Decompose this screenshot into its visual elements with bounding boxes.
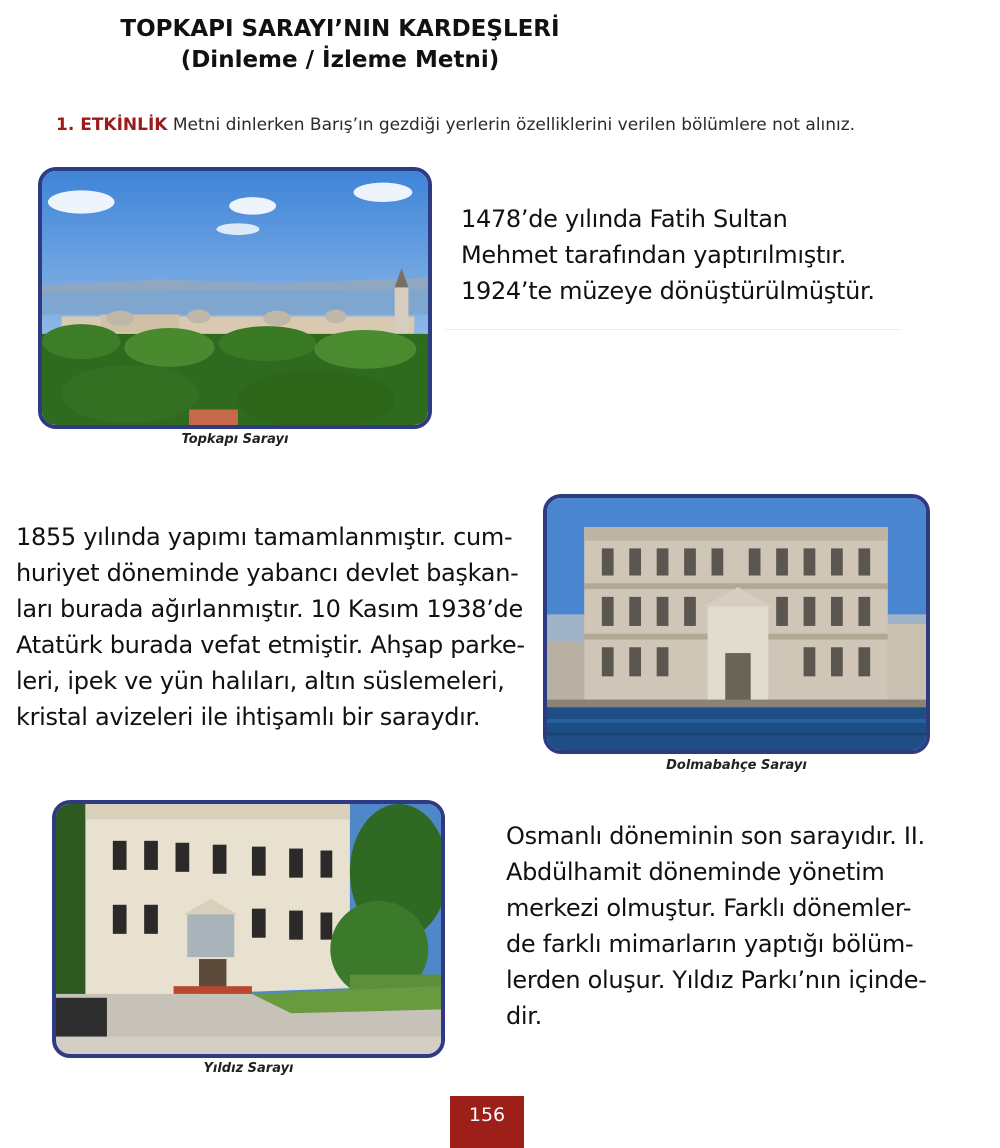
yildiz-image [56, 804, 441, 1054]
text-line: 1924’te müzeye dönüştürülmüştür. [461, 277, 875, 305]
yildiz-description [506, 818, 927, 1034]
text-line: lerden oluşur. Yıldız Parkı’nın içinde- [506, 966, 927, 994]
text-line: Abdülhamit döneminde yönetim [506, 858, 885, 886]
text-line: 1478’de yılında Fatih Sultan [461, 205, 788, 233]
title-line-2: (Dinleme / İzleme Metni) [180, 47, 500, 73]
text-line: 1855 yılında yapımı tamamlanmıştır. cum- [16, 523, 513, 551]
page-number: 156 [450, 1096, 524, 1148]
text-line: dir. [506, 1002, 542, 1030]
yildiz-caption: Yıldız Sarayı [203, 1061, 294, 1076]
text-line: leri, ipek ve yün halıları, altın süslemeleri, [16, 667, 505, 695]
activity-text: Metni dinlerken Barış’ın gezdiği yerlerin özelliklerini verilen bölümlere not alınız. [172, 115, 856, 135]
dolmabahce-image [547, 498, 926, 750]
topkapi-image [42, 171, 428, 425]
divider [445, 329, 900, 330]
text-line: ları burada ağırlanmıştır. 10 Kasım 1938’de [16, 595, 523, 623]
text-line: huriyet döneminde yabancı devlet başkan- [16, 559, 519, 587]
text-line: kristal avizeleri ile ihtişamlı bir saraydır. [16, 703, 481, 731]
activity-instruction [56, 113, 956, 137]
text-line: Mehmet tarafından yaptırılmıştır. [461, 241, 847, 269]
dolmabahce-caption: Dolmabahçe Sarayı [666, 758, 807, 773]
dolmabahce-description [16, 519, 525, 735]
topkapi-caption: Topkapı Sarayı [181, 432, 289, 447]
dolmabahce-photo [543, 494, 930, 754]
text-line: de farklı mimarların yaptığı bölüm- [506, 930, 914, 958]
text-line: Osmanlı döneminin son sarayıdır. II. [506, 822, 925, 850]
page-title [60, 14, 620, 76]
yildiz-photo [52, 800, 445, 1058]
topkapi-description [461, 201, 875, 309]
text-line: merkezi olmuştur. Farklı dönemler- [506, 894, 912, 922]
topkapi-photo [38, 167, 432, 429]
title-line-1: TOPKAPI SARAYI’NIN KARDEŞLERİ [120, 16, 560, 42]
text-line: Atatürk burada vefat etmiştir. Ahşap parke- [16, 631, 525, 659]
activity-label: 1. ETKİNLİK [56, 115, 168, 135]
